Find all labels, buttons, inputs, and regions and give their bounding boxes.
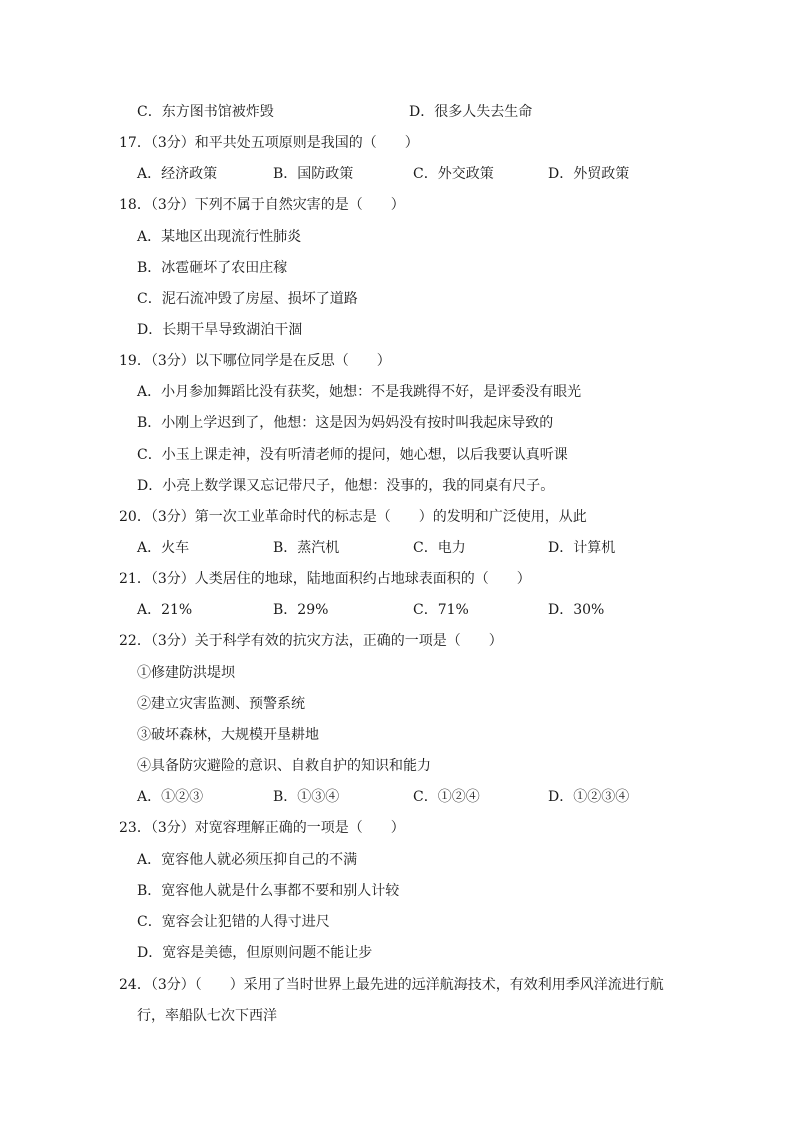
- q20-option-b: B．蒸汽机: [273, 540, 340, 556]
- q22-stem: 22．（3分）关于科学有效的抗灾方法，正确的一项是（ ）: [119, 633, 503, 649]
- q18-option-d: D．长期干旱导致湖泊干涸: [137, 322, 303, 338]
- q24-stem-line-1: 24．（3分）（ ）采用了当时世界上最先进的远洋航海技术，有效利用季风洋流进行航: [119, 977, 664, 993]
- q22-item-2: ②建立灾害监测、预警系统: [137, 696, 305, 712]
- q23-option-c: C．宽容会让犯错的人得寸进尺: [137, 914, 330, 930]
- q21-option-c: C．71%: [413, 602, 469, 618]
- q19-option-d: D．小亮上数学课又忘记带尺子，他想：没事的，我的同桌有尺子。: [137, 478, 555, 494]
- q18-stem: 18．（3分）下列不属于自然灾害的是（ ）: [119, 197, 405, 213]
- q19-stem: 19．（3分）以下哪位同学是在反思（ ）: [119, 353, 391, 369]
- q17-option-c: C．外交政策: [413, 166, 494, 182]
- q19-option-a: A．小月参加舞蹈比没有获奖，她想：不是我跳得不好，是评委没有眼光: [137, 384, 582, 400]
- q22-item-4: ④具备防灾避险的意识、自救自护的知识和能力: [137, 758, 431, 774]
- q20-stem: 20．（3分）第一次工业革命时代的标志是（ ）的发明和广泛使用，从此: [119, 509, 587, 525]
- q20-option-a: A．火车: [137, 540, 190, 556]
- q18-option-b: B．冰雹砸坏了农田庄稼: [137, 260, 288, 276]
- q17-option-b: B．国防政策: [273, 166, 354, 182]
- q18-option-a: A．某地区出现流行性肺炎: [137, 229, 302, 245]
- q23-option-b: B．宽容他人就是什么事都不要和别人计较: [137, 883, 400, 899]
- q16-option-c: C．东方图书馆被炸毁: [137, 104, 274, 120]
- q22-option-c: C．①②④: [413, 789, 480, 805]
- q21-option-a: A．21%: [137, 602, 193, 618]
- q23-option-d: D．宽容是美德，但原则问题不能让步: [137, 945, 373, 961]
- q22-item-3: ③破坏森林，大规模开垦耕地: [137, 727, 319, 743]
- q22-option-b: B．①③④: [273, 789, 340, 805]
- q23-option-a: A．宽容他人就必须压抑自己的不满: [137, 852, 358, 868]
- q20-option-d: D．计算机: [548, 540, 616, 556]
- q22-option-d: D．①②③④: [548, 789, 630, 805]
- q21-stem: 21．（3分）人类居住的地球，陆地面积约占地球表面积的（ ）: [119, 571, 531, 587]
- q20-option-c: C．电力: [413, 540, 466, 556]
- q23-stem: 23．（3分）对宽容理解正确的一项是（ ）: [119, 820, 405, 836]
- q18-option-c: C．泥石流冲毁了房屋、损坏了道路: [137, 291, 358, 307]
- q19-option-b: B．小刚上学迟到了，他想：这是因为妈妈没有按时叫我起床导致的: [137, 415, 554, 431]
- q16-option-d: D．很多人失去生命: [409, 104, 533, 120]
- q21-option-b: B．29%: [273, 602, 329, 618]
- q17-option-d: D．外贸政策: [548, 166, 630, 182]
- q17-option-a: A．经济政策: [137, 166, 218, 182]
- q22-item-1: ①修建防洪堤坝: [137, 665, 235, 681]
- q22-option-a: A．①②③: [137, 789, 204, 805]
- q19-option-c: C．小玉上课走神，没有听清老师的提问，她心想，以后我要认真听课: [137, 447, 568, 463]
- q17-stem: 17．（3分）和平共处五项原则是我国的（ ）: [119, 135, 419, 151]
- q21-option-d: D．30%: [548, 602, 605, 618]
- q24-stem-line-2: 行，率船队七次下西洋: [137, 1008, 277, 1024]
